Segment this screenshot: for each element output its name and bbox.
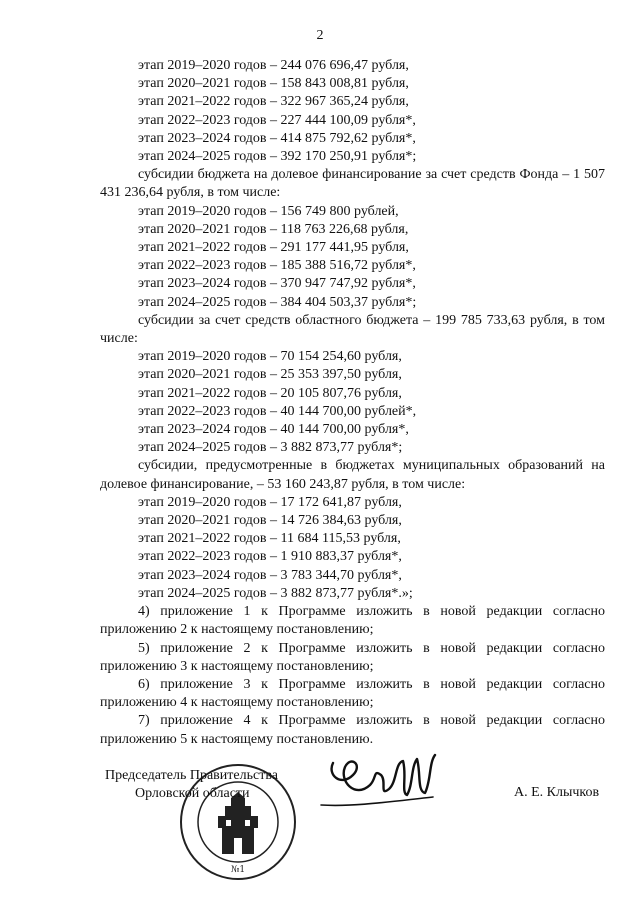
seal-number: №1 (230, 865, 246, 875)
stage-line: этап 2021–2022 годов – 291 177 441,95 рубля, (138, 240, 409, 256)
stage-line: этап 2023–2024 годов – 370 947 747,92 рубля*, (138, 276, 416, 292)
signatory-name: А. Е. Клычков (514, 785, 600, 800)
amendment-item: 7) приложение 4 к Программе изложить в новой редакции согласно приложению 5 к настоящему постановлению. (100, 713, 605, 747)
stage-line: этап 2024–2025 годов – 384 404 503,37 рубля*; (138, 294, 417, 310)
stage-line: этап 2020–2021 годов – 158 843 008,81 рубля, (138, 76, 409, 92)
stage-line: этап 2023–2024 годов – 414 875 792,62 рубля*, (138, 130, 416, 146)
stage-line: этап 2023–2024 годов – 3 783 344,70 рубля*, (138, 567, 402, 583)
stage-line: этап 2022–2023 годов – 40 144 700,00 рублей*, (138, 403, 417, 419)
stage-line: этап 2024–2025 годов – 3 882 873,77 рубля*; (138, 440, 403, 456)
stage-line: этап 2024–2025 годов – 3 882 873,77 рубля*.»; (138, 585, 413, 601)
regional-subsidy-paragraph: субсидии за счет средств областного бюджета – 199 785 733,63 рубля, в том числе: (100, 312, 605, 347)
stage-line: этап 2019–2020 годов – 70 154 254,60 рубля, (138, 349, 402, 365)
stage-line: этап 2023–2024 годов – 40 144 700,00 рубля*, (138, 422, 409, 438)
stage-line: этап 2021–2022 годов – 11 684 115,53 рубля, (138, 531, 401, 547)
stage-line: этап 2019–2020 годов – 244 076 696,47 рубля, (138, 58, 409, 73)
amendment-item: 5) приложение 2 к Программе изложить в новой редакции согласно приложению 3 к настоящему постановлению; (100, 640, 605, 674)
position-line-2: Орловской области (135, 786, 250, 801)
stage-line: этап 2021–2022 годов – 322 967 365,24 рубля, (138, 94, 409, 110)
fund-subsidy-paragraph: субсидии бюджета на долевое финансирование за счет средств Фонда – 1 507 431 236,64 рубля, в том числе: (100, 167, 605, 201)
stage-line: этап 2022–2023 годов – 185 388 516,72 рубля*, (138, 258, 416, 274)
amendment-item: 4) приложение 1 к Программе изложить в новой редакции согласно приложению 2 к настоящему постановлению; (100, 604, 605, 638)
stage-line: этап 2022–2023 годов – 1 910 883,37 рубля*, (138, 549, 402, 565)
page-number: 2 (316, 28, 324, 43)
stage-line: этап 2021–2022 годов – 20 105 807,76 рубля, (138, 385, 402, 401)
municipal-subsidy-paragraph: субсидии, предусмотренные в бюджетах муниципальных образований на долевое финансирование, – 53 160 243,87 рубля, в том числе: (100, 458, 605, 492)
stage-line: этап 2019–2020 годов – 156 749 800 рублей, (138, 203, 399, 219)
signatory-position (105, 767, 278, 803)
stage-line: этап 2024–2025 годов – 392 170 250,91 рубля*; (138, 149, 417, 165)
amendment-item: 6) приложение 3 к Программе изложить в новой редакции согласно приложению 4 к настоящему постановлению; (100, 676, 605, 711)
stage-line: этап 2020–2021 годов – 14 726 384,63 рубля, (138, 513, 402, 529)
stage-line: этап 2020–2021 годов – 25 353 397,50 рубля, (138, 367, 402, 383)
handwritten-signature (315, 745, 440, 815)
position-line-1: Председатель Правительства (105, 768, 278, 783)
stage-line: этап 2019–2020 годов – 17 172 641,87 рубля, (138, 494, 402, 510)
stage-line: этап 2022–2023 годов – 227 444 100,09 рубля*, (138, 112, 416, 128)
stage-line: этап 2020–2021 годов – 118 763 226,68 рубля, (138, 221, 409, 237)
